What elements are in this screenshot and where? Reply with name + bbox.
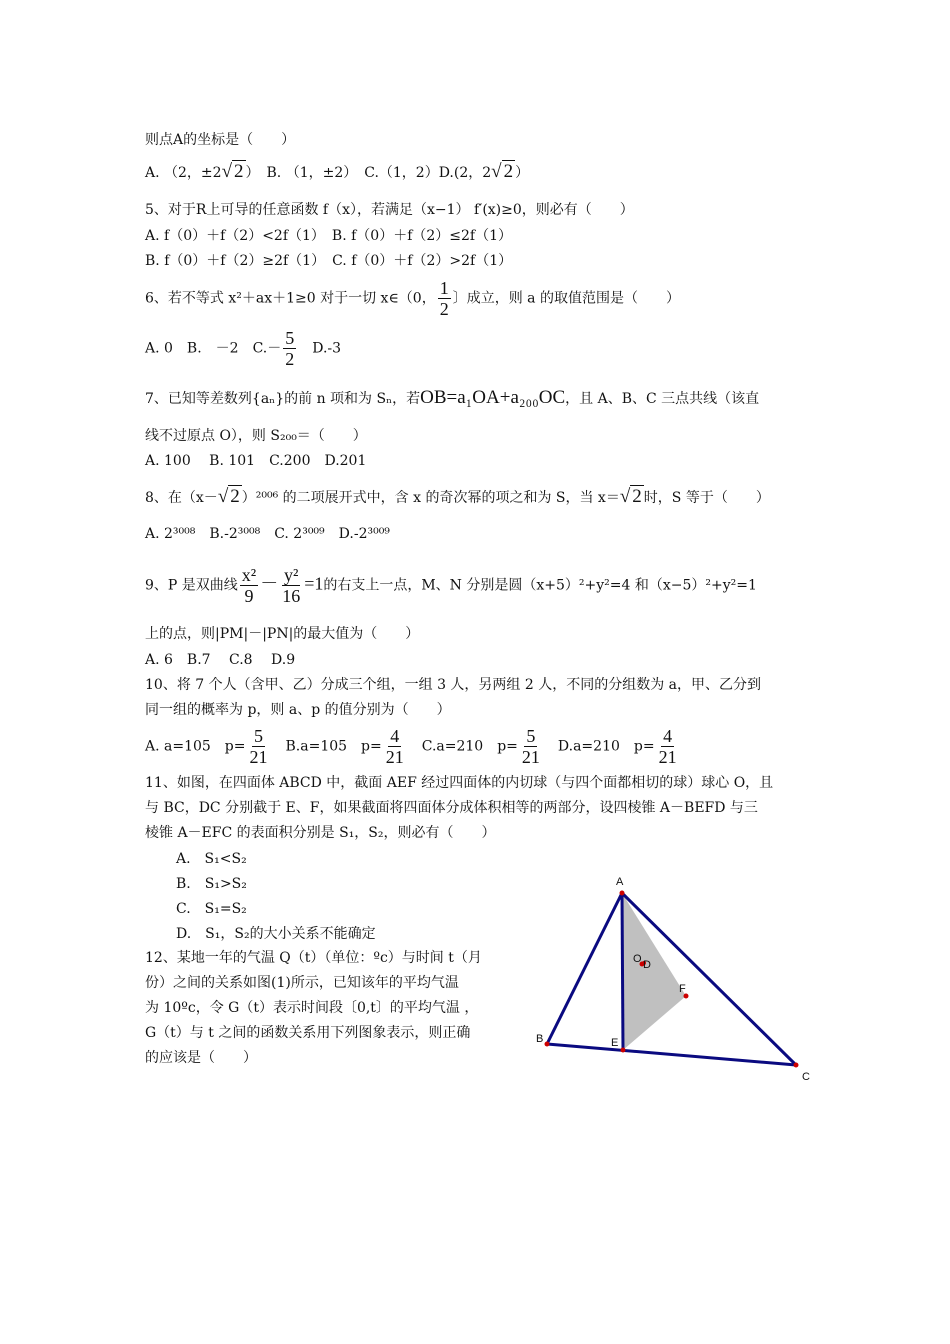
question-9-options: A. 6 B.7 C.8 D.9: [145, 652, 296, 668]
question-8: 8、在（x－√ 2 ）²⁰⁰⁶ 的二项展开式中，含 x 的奇次幂的项之和为 S，当 x＝√ 2 时，S 等于（ ）: [145, 486, 770, 507]
question-8-options: A. 2³⁰⁰⁸ B.-2³⁰⁰⁸ C. 2³⁰⁰⁹ D.-2³⁰⁰⁹: [145, 526, 390, 542]
point-a: [620, 891, 625, 896]
fraction-one-half: $\frac{1}{2}$: [439, 278, 449, 319]
label-o: O: [633, 953, 642, 965]
question-5-options-1: A. f（0）＋f（2）<2f（1） B. f（0）＋f（2）≤2f（1）: [145, 228, 513, 244]
question-4-options: A. （2，±2√ 2 ） B. （1，±2） C.（1，2）D.(2，2√ 2 ）: [145, 161, 530, 182]
label-b: B: [536, 1033, 544, 1045]
edge-ab: [547, 893, 622, 1044]
question-5-options-2: B. f（0）＋f（2）≥2f（1） C. f（0）＋f（2）>2f（1）: [145, 253, 513, 269]
fraction-5-21: $\frac{5}{21}$: [249, 726, 268, 767]
question-11: 11、如图，在四面体 ABCD 中，截面 AEF 经过四面体的内切球（与四个面都相切的球）球心 O，且: [145, 775, 774, 791]
fraction-4-21: $\frac{4}{21}$: [658, 726, 677, 767]
label-a: A: [616, 876, 624, 888]
question-10-line-2: 同一组的概率为 p，则 a、p 的值分别为（ ）: [145, 702, 451, 718]
label-c: C: [802, 1071, 810, 1083]
question-12-line-4: G（t）与 t 之间的函数关系用下列图象表示，则正确: [145, 1025, 471, 1041]
label-d: D: [643, 959, 651, 971]
sqrt-2: √ 2: [221, 161, 244, 182]
question-11-line-3: 棱锥 A－EFC 的表面积分别是 S₁，S₂，则必有（ ）: [145, 825, 496, 841]
question-6: 6、若不等式 x²＋ax＋1≥0 对于一切 x∈（0， $\frac{1}{2}$ 〕成立，则 a 的取值范围是（ ）: [145, 278, 680, 319]
label-f: F: [679, 983, 686, 995]
fraction-five-half: $\frac{5}{2}$: [285, 328, 295, 369]
question-5: 5、对于R上可导的任意函数 f（x），若满足（x−1） f′(x)≥0，则必有（ ）: [145, 202, 634, 218]
label-e: E: [611, 1037, 619, 1049]
question-9-line-2: 上的点，则|PM|－|PN|的最大值为（ ）: [145, 626, 420, 642]
question-12-line-2: 份）之间的关系如图(1)所示，已知该年的平均气温: [145, 975, 459, 991]
question-11-option-c: C. S₁=S₂: [176, 901, 247, 917]
question-6-options: A. 0 B. －2 C.－ $\frac{5}{2}$ D.-3: [145, 328, 342, 369]
tetrahedron-figure: [530, 870, 820, 1090]
question-4-tail: 则点A的坐标是（ ）: [145, 132, 296, 148]
point-b: [545, 1042, 550, 1047]
shaded-section: [622, 893, 686, 1050]
question-7-line-2: 线不过原点 O），则 S₂₀₀＝（ ）: [145, 428, 367, 444]
point-e: [621, 1048, 626, 1053]
question-12-line-3: 为 10ºc，令 G（t）表示时间段〔0,t〕的平均气温 ，: [145, 1000, 479, 1016]
question-10-options: A. a=105 p= $\frac{5}{21}$ B.a=105 p= $\frac{4}{21}$ C.a=210 p= $\frac{5}{21}$ D.a=210 p= $\frac{4}{21}$: [145, 726, 677, 767]
question-12-line-5: 的应该是（ ）: [145, 1050, 257, 1066]
fraction-5-21: $\frac{5}{21}$: [521, 726, 540, 767]
question-10: 10、将 7 个人（含甲、乙）分成三个组，一组 3 人，另两组 2 人，不同的分组数为 a，甲、乙分到: [145, 677, 762, 693]
question-11-line-2: 与 BC，DC 分别截于 E、F，如果截面将四面体分成体积相等的两部分，设四棱锥 A－BEFD 与三: [145, 800, 758, 816]
question-7: 7、已知等差数列{aₙ}的前 n 项和为 Sₙ，若OB=a₁OA+a₂₀₀OC，且 A、B、C 三点共线（该直: [145, 387, 760, 408]
sqrt-2: √ 2: [491, 161, 514, 182]
sqrt-2: √ 2: [217, 486, 240, 507]
vector-equation: OB=a₁OA+a₂₀₀OC: [420, 387, 566, 408]
fraction-x2-9: $\frac{\text{x²}}{9}$: [241, 565, 257, 606]
sqrt-2: √ 2: [619, 486, 642, 507]
fraction-y2-16: $\frac{\text{y²}}{16}$: [282, 565, 301, 606]
point-c: [794, 1063, 799, 1068]
question-11-option-a: A. S₁<S₂: [176, 851, 247, 867]
question-11-option-b: B. S₁>S₂: [176, 876, 247, 892]
question-11-option-d: D. S₁，S₂的大小关系不能确定: [176, 926, 376, 942]
edge-bc: [547, 1044, 796, 1065]
fraction-4-21: $\frac{4}{21}$: [385, 726, 404, 767]
edge-ae: [622, 893, 623, 1050]
question-12: 12、某地一年的气温 Q（t）（单位：ºc）与时间 t（月: [145, 950, 482, 966]
question-9: 9、P 是双曲线 $\frac{\text{x²}}{9}$ － $\frac{\text{y²}}{16}$ =1的右支上一点，M、N 分别是圆（x+5）²+y²=4 和（x−5）²+y²=1: [145, 565, 757, 606]
question-7-options: A. 100 B. 101 C.200 D.201: [145, 453, 367, 469]
